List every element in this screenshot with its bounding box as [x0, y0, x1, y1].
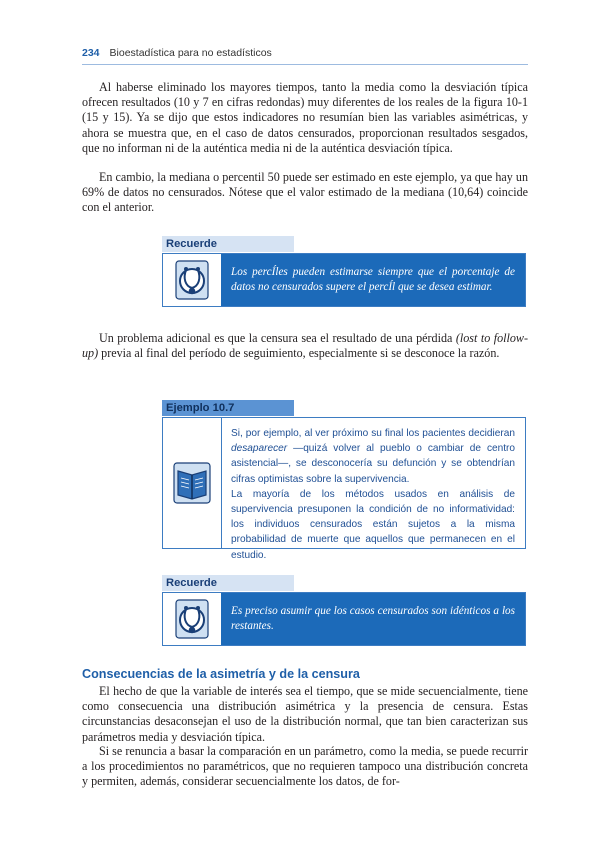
- recuerde-text-cell: [221, 254, 525, 306]
- recuerde-box: [162, 253, 526, 307]
- section-paragraph-2: Si se renuncia a basar la comparación en un parámetro, como la media, se puede recurrir a los procedimientos no paramétricos, que no requieren tampoco una distribución concreta y permiten, además, considerar secuencialmente los datos, de for-: [82, 744, 528, 789]
- paragraph-1: Al haberse eliminado los mayores tiempos, tanto la media como la desviación típica ofrecen resultados (10 y 7 en cifras redondas) muy diferentes de los reales de la figura 10-1 (15 y 15). Ya se dijo que estos indicadores no resumían bien las variables asimétricas, y ahora se muestra que, en el caso de datos censurados, proporcionan resultados sesgados, que no informan ni de la auténtica media ni de la auténtica desviación típica.: [82, 80, 528, 155]
- example-text-1: Si, por ejemplo, al ver próximo su final los pacientes decidieran: [231, 428, 515, 439]
- example-paragraph-2: La mayoría de los métodos usados en análisis de supervivencia presuponen la condición de no informatividad: los individuos censurados están sujetos a la misma probabilidad de muerte que aquellos que permanecen en el estudio.: [231, 488, 515, 561]
- example-text-cell: [221, 418, 525, 561]
- section-heading: Consecuencias de la asimetría y de la censura: [82, 667, 360, 681]
- example-icon-cell: [163, 418, 222, 548]
- stethoscope-icon: [175, 599, 209, 639]
- example-text-italic: desaparecer: [231, 443, 288, 455]
- paragraph-3: [82, 331, 528, 361]
- recuerde-label-2: Recuerde: [162, 575, 294, 591]
- example-paragraph-1: [231, 426, 515, 487]
- page-number: 234: [82, 47, 100, 59]
- recuerde-text: Los percÍles pueden estimarse siempre que el porcentaje de datos no censurados supere el percÍl que se desea estimar.: [231, 266, 515, 293]
- stethoscope-icon: [175, 260, 209, 300]
- recuerde-text-cell-2: [221, 593, 525, 645]
- recuerde-icon-cell: [163, 254, 222, 306]
- running-head: [82, 47, 528, 63]
- paragraph-3-start: Un problema adicional es que la censura sea el resultado de una pérdida: [99, 331, 456, 345]
- recuerde-text-2: Es preciso asumir que los casos censurados son idénticos a los restantes.: [231, 605, 515, 632]
- recuerde-box-2: [162, 592, 526, 646]
- section-paragraph-1: El hecho de que la variable de interés sea el tiempo, que se mide secuencialmente, tiene como consecuencia una distribución asimétrica y la presencia de censura. Estas circunstancias desaconsejan el uso de la distribución normal, que tan bien caracterizan sus parámetros media y desviación típica.: [82, 684, 528, 744]
- running-title: Bioestadística para no estadísticos: [109, 47, 272, 59]
- example-box: [162, 417, 526, 561]
- example-label: Ejemplo 10.7: [162, 400, 294, 416]
- book-icon: [173, 462, 211, 504]
- header-rule: [82, 64, 528, 65]
- example-text-2: —quizá volver al pueblo o cambiar de centro asistencial—, se desconocería su defunción y se obtendrían cifras optimistas sobre la supervivencia.: [231, 443, 515, 485]
- recuerde-label: Recuerde: [162, 236, 294, 252]
- paragraph-2: En cambio, la mediana o percentil 50 puede ser estimado en este ejemplo, ya que hay un 69% de datos no censurados. Nótese que el valor estimado de la mediana (10,64) coincide con el anterior.: [82, 170, 528, 215]
- paragraph-3-end: previa al final del período de seguimiento, especialmente si se desconoce la razón.: [98, 346, 500, 361]
- example-body: [231, 426, 515, 563]
- recuerde-icon-cell-2: [163, 593, 222, 645]
- paragraph-3-italic: (lost to follow-up): [82, 331, 528, 361]
